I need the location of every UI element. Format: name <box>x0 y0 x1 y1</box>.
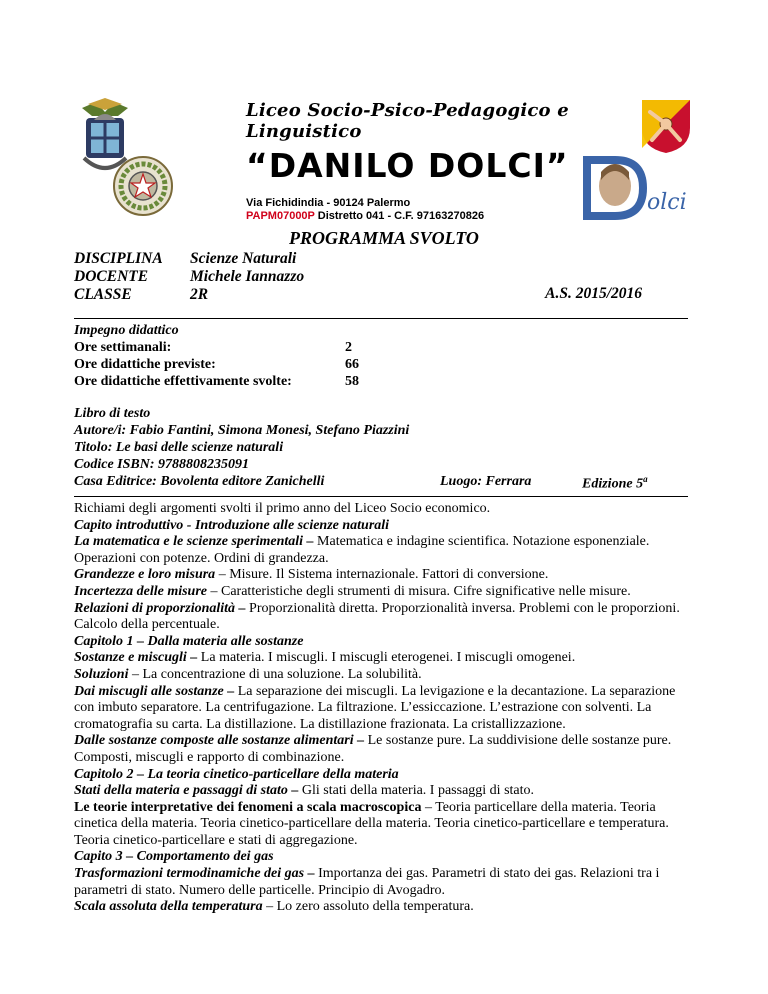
topic-title: Dai miscugli alle sostanze – <box>74 683 235 699</box>
divider-bottom <box>74 496 688 497</box>
classe-label: CLASSE <box>74 286 132 303</box>
content-intro: Richiami degli argomenti svolti il primo anno del Liceo Socio economico. <box>74 501 491 516</box>
topic-paragraph <box>74 899 692 916</box>
topic-title: Relazioni di proporzionalità – <box>74 600 246 616</box>
topic-desc: Le sostanze pure. La suddivisione delle sostanze pure. Composti, miscugli e rapporto di combinazione. <box>74 733 672 765</box>
topic-desc: Gli stati della materia. I passaggi di stato. <box>298 783 535 799</box>
topic-title: Scala assoluta della temperatura <box>74 899 263 915</box>
impegno-row-label: Ore settimanali: <box>74 340 172 355</box>
document-title: PROGRAMMA SVOLTO <box>289 228 479 248</box>
topic-paragraph <box>74 601 692 634</box>
topic-paragraph <box>74 800 692 850</box>
school-name: “DANILO DOLCI” <box>246 146 569 185</box>
topic-title: Le teorie interpretative dei fenomeni a scala macroscopica <box>74 799 422 815</box>
school-district-cf: Distretto 041 - C.F. 97163270826 <box>314 210 485 222</box>
book-edition-number: Edizione 5 <box>582 476 644 492</box>
info-disciplina <box>74 250 296 268</box>
book-heading: Libro di testo <box>74 406 151 421</box>
topic-desc: La materia. I miscugli. I miscugli eterogenei. I miscugli omogenei. <box>197 650 576 666</box>
book-edition <box>582 474 648 493</box>
topic-paragraph <box>74 667 692 684</box>
school-code: PAPM07000P <box>246 210 315 222</box>
topic-desc: – Teoria particellare della materia. Teoria cinetica della materia. Teoria cinetico-particellare della materia. Teoria cinetico-particellare e temperatura. Teoria cinetico-particellare e stati di aggregazione. <box>74 799 669 848</box>
topic-desc: – Caratteristiche degli strumenti di misura. Cifre significative nelle misure. <box>207 583 631 599</box>
disciplina-value: Scienze Naturali <box>190 250 297 267</box>
italian-republic-emblem-icon <box>112 155 174 217</box>
impegno-row-value: 58 <box>345 374 359 389</box>
topic-title: La matematica e le scienze sperimentali – <box>74 534 314 550</box>
school-codes <box>246 210 596 222</box>
topic-paragraph <box>74 733 692 766</box>
docente-label: DOCENTE <box>74 268 149 285</box>
info-docente <box>74 268 304 286</box>
topic-paragraph <box>74 584 692 601</box>
topic-desc: La separazione dei miscugli. La levigazione e la decantazione. La separazione con imbuto separatore. La centrifugazione. La filtrazione. L’essiccazione. L’estrazione con solventi. La cromatografia su carta. La distillazione. La distillazione frazionata. La cristallizzazione. <box>74 683 676 732</box>
impegno-row-label: Ore didattiche effettivamente svolte: <box>74 374 292 389</box>
dolci-logo-text: olci <box>647 190 687 215</box>
book-title: Titolo: Le basi delle scienze naturali <box>74 440 284 455</box>
topic-title: Trasformazioni termodinamiche dei gas – <box>74 866 315 882</box>
topic-paragraph <box>74 650 692 667</box>
program-content <box>74 501 692 916</box>
book-authors: Autore/i: Fabio Fantini, Simona Monesi, Stefano Piazzini <box>74 423 410 438</box>
school-subtitle: Liceo Socio-Psico-Pedagogico e Linguistico <box>246 100 569 142</box>
chapter-heading: Capitolo 2 – La teoria cinetico-particellare della materia <box>74 766 399 782</box>
topic-paragraph <box>74 866 692 899</box>
book-place: Luogo: Ferrara <box>440 474 532 489</box>
impegno-row-value: 2 <box>345 340 352 355</box>
impegno-heading: Impegno didattico <box>74 323 179 338</box>
chapter-heading: Capito introduttivo - Introduzione alle scienze naturali <box>74 517 390 533</box>
topic-desc: Importanza dei gas. Parametri di stato dei gas. Relazioni tra i parametri di stato. Numero delle particelle. Principio di Avogadro. <box>74 866 660 898</box>
topic-desc: – Lo zero assoluto della temperatura. <box>262 899 474 915</box>
chapter-heading: Capito 3 – Comportamento dei gas <box>74 849 274 865</box>
topic-paragraph <box>74 567 692 584</box>
topic-title: Sostanze e miscugli – <box>74 650 198 666</box>
classe-value: 2R <box>190 286 209 303</box>
topic-title: Soluzioni <box>74 666 129 682</box>
topic-paragraph <box>74 684 692 734</box>
impegno-row-value: 66 <box>345 357 359 372</box>
topic-desc: – Misure. Il Sistema internazionale. Fattori di conversione. <box>215 567 549 583</box>
topic-desc: Matematica e indagine scientifica. Notazione esponenziale. Operazioni con potenze. Ordini di grandezza. <box>74 534 650 566</box>
topic-title: Incertezza delle misure <box>74 583 207 599</box>
topic-title: Stati della materia e passaggi di stato – <box>74 783 299 799</box>
divider-top <box>74 318 688 319</box>
book-publisher: Casa Editrice: Bovolenta editore Zanichelli <box>74 474 325 489</box>
topic-desc: Proporzionalità diretta. Proporzionalità inversa. Problemi con le proporzioni. Calcolo della percentuale. <box>74 600 680 633</box>
school-year: A.S. 2015/2016 <box>545 285 642 302</box>
book-edition-sup: a <box>643 474 648 484</box>
topic-paragraph <box>74 783 692 800</box>
topic-desc: – La concentrazione di una soluzione. La solubilità. <box>128 666 422 682</box>
topic-title: Grandezze e loro misura <box>74 567 216 583</box>
impegno-row-label: Ore didattiche previste: <box>74 357 216 372</box>
info-classe <box>74 286 208 304</box>
school-heading <box>246 100 596 222</box>
sicily-region-emblem-icon <box>640 98 692 154</box>
chapter-heading: Capitolo 1 – Dalla materia alle sostanze <box>74 633 304 649</box>
disciplina-label: DISCIPLINA <box>74 250 163 267</box>
book-isbn: Codice ISBN: 9788808235091 <box>74 457 249 472</box>
topic-title: Dalle sostanze composte alle sostanze alimentari – <box>74 733 365 749</box>
docente-value: Michele Iannazzo <box>190 268 305 285</box>
topic-paragraph <box>74 534 692 567</box>
school-address: Via Fichidindia - 90124 Palermo <box>246 197 411 209</box>
